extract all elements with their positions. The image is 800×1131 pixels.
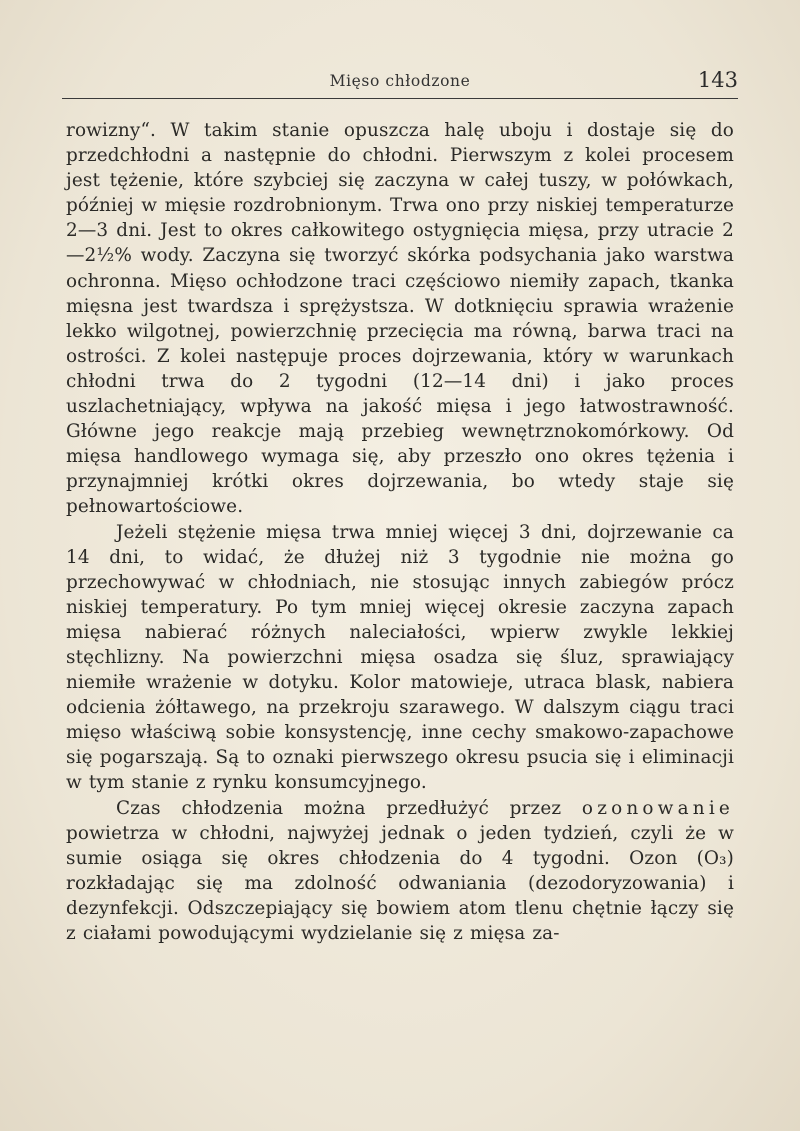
paragraph-3 [66, 796, 734, 947]
body-text [66, 118, 734, 946]
emphasized-term: ozonowanie [581, 797, 734, 819]
paragraph-3-lead: Czas chłodzenia można przedłużyć przez [116, 797, 582, 819]
paragraph-1: rowizny“. W takim stanie opuszcza halę uboju i dostaje się do przedchłodni a następnie do chłodni. Pierwszym z kolei procesem jest tężenie, które szybciej się zaczyna w całej tuszy, w połówkach, później w mięsie rozdrobnionym. Trwa ono przy niskiej temperaturze 2—3 dni. Jest to okres całkowitego ostygnięcia mięsa, przy utracie 2—2½% wody. Zaczyna się tworzyć skórka podsychania jako warstwa ochronna. Mięso ochłodzone traci częściowo niemiły zapach, tkanka mięsna jest twardsza i sprężystsza. W dotknięciu sprawia wrażenie lekko wilgotnej, powierzchnię przecięcia ma równą, barwa traci na ostrości. Z kolei następuje proces dojrzewania, który w warunkach chłodni trwa do 2 tygodni (12—14 dni) i jako proces uszlachetniający, wpływa na jakość mięsa i jego łatwostrawność. Główne jego reakcje mają przebieg wewnętrznokomórkowy. Od mięsa handlowego wymaga się, aby przeszło ono okres tężenia i przynajmniej krótki okres dojrzewania, bo wtedy staje się pełnowartościowe. [66, 120, 734, 518]
running-head [60, 66, 740, 96]
paragraph-3-rest: powietrza w chłodni, najwyżej jednak o jeden tydzień, czyli że w sumie osiąga się okres chłodzenia do 4 tygodni. Ozon (O₃) rozkładając się ma zdolność odwaniania (dezodoryzowania) i dezynfekcji. Odszczepiający się bowiem atom tlenu chętnie łączy się z ciałami powodującymi wydzielanie się z mięsa za- [66, 822, 734, 944]
paragraph-2: Jeżeli stężenie mięsa trwa mniej więcej 3 dni, dojrzewanie ca 14 dni, to widać, że dłużej niż 3 tygodnie nie można go przechowywać w chłodniach, nie stosując innych zabiegów prócz niskiej temperatury. Po tym mniej więcej okresie zaczyna zapach mięsa nabierać różnych naleciałości, wpierw zwykle lekkiej stęchlizny. Na powierzchni mięsa osadza się śluz, sprawiający niemiłe wrażenie w dotyku. Kolor matowieje, utraca blask, nabiera odcienia żółtawego, na przekroju szarawego. W dalszym ciągu traci mięso właściwą sobie konsystencję, inne cechy smakowo-zapachowe się pogarszają. Są to oznaki pierwszego okresu psucia się i eliminacji w tym stanie z rynku konsumcyjnego. [66, 521, 734, 794]
header-rule [62, 98, 738, 99]
running-head-title: Mięso chłodzone [329, 72, 471, 90]
page-number: 143 [697, 68, 738, 92]
